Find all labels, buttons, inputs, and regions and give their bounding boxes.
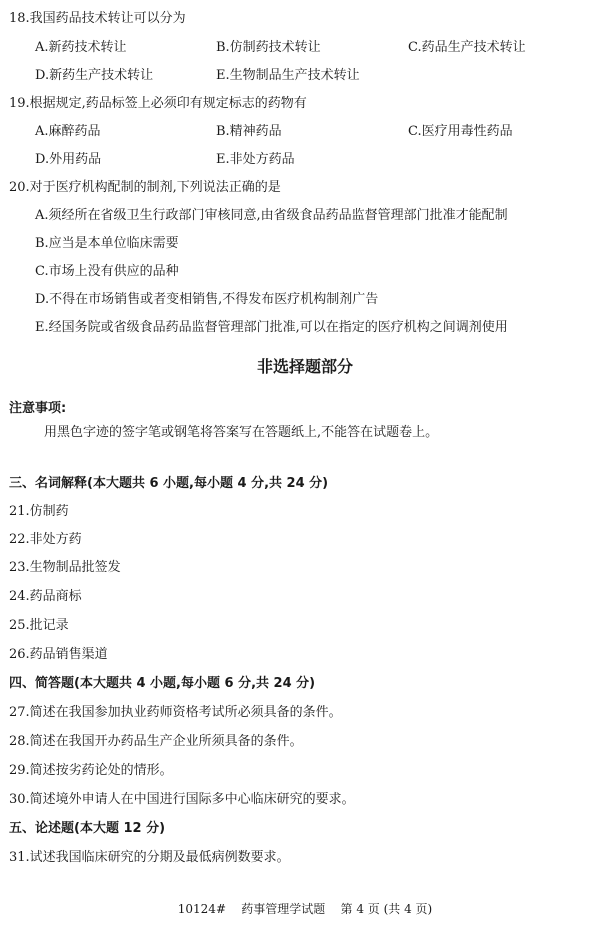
notice-heading: 注意事项: <box>9 401 67 416</box>
section-5-item-31: 31.试述我国临床研究的分期及最低病例数要求。 <box>9 850 290 865</box>
section-4-item-29: 29.简述按劣药论处的情形。 <box>9 763 173 778</box>
question-18-option-e: E.生物制品生产技术转让 <box>216 68 360 83</box>
notice-text: 用黑色字迹的签字笔或钢笔将答案写在答题纸上,不能答在试题卷上。 <box>44 425 439 440</box>
question-20-option-c: C.市场上没有供应的品种 <box>35 264 179 279</box>
section-3-item-24: 24.药品商标 <box>9 589 82 604</box>
question-18-option-a: A.新药技术转让 <box>35 40 127 55</box>
question-20-option-d: D.不得在市场销售或者变相销售,不得发布医疗机构制剂广告 <box>35 292 379 307</box>
section-3-item-23: 23.生物制品批签发 <box>9 560 121 575</box>
section-3-item-21: 21.仿制药 <box>9 504 69 519</box>
question-19-option-d: D.外用药品 <box>35 152 102 167</box>
section-3-heading: 三、名词解释(本大题共 6 小题,每小题 4 分,共 24 分) <box>9 476 329 491</box>
question-19-option-e: E.非处方药品 <box>216 152 295 167</box>
section-4-item-27: 27.简述在我国参加执业药师资格考试所必须具备的条件。 <box>9 705 342 720</box>
section-4-heading: 四、简答题(本大题共 4 小题,每小题 6 分,共 24 分) <box>9 676 316 691</box>
question-20-option-e: E.经国务院或省级食品药品监督管理部门批准,可以在指定的医疗机构之间调剂使用 <box>35 320 508 335</box>
section-3-item-25: 25.批记录 <box>9 618 69 633</box>
section-4-item-30: 30.简述境外申请人在中国进行国际多中心临床研究的要求。 <box>9 792 355 807</box>
section-4-item-28: 28.简述在我国开办药品生产企业所须具备的条件。 <box>9 734 303 749</box>
question-18-option-b: B.仿制药技术转让 <box>216 40 321 55</box>
question-18-stem: 18.我国药品技术转让可以分为 <box>9 11 186 26</box>
section-3-item-22: 22.非处方药 <box>9 532 82 547</box>
question-20-option-a: A.须经所在省级卫生行政部门审核同意,由省级食品药品监督管理部门批准才能配制 <box>35 208 508 223</box>
section-3-item-26: 26.药品销售渠道 <box>9 647 108 662</box>
section-5-heading: 五、论述题(本大题 12 分) <box>9 821 166 836</box>
question-18-option-c: C.药品生产技术转让 <box>408 40 526 55</box>
question-20-option-b: B.应当是本单位临床需要 <box>35 236 179 251</box>
question-19-stem: 19.根据规定,药品标签上必须印有规定标志的药物有 <box>9 96 307 111</box>
page-footer: 10124# 药事管理学试题 第 4 页 (共 4 页) <box>177 902 433 916</box>
question-19-option-a: A.麻醉药品 <box>35 124 101 139</box>
question-19-option-b: B.精神药品 <box>216 124 282 139</box>
question-19-option-c: C.医疗用毒性药品 <box>408 124 513 139</box>
part-title: 非选择题部分 <box>256 357 353 376</box>
question-20-stem: 20.对于医疗机构配制的制剂,下列说法正确的是 <box>9 180 281 195</box>
question-18-option-d: D.新药生产技术转让 <box>35 68 154 83</box>
